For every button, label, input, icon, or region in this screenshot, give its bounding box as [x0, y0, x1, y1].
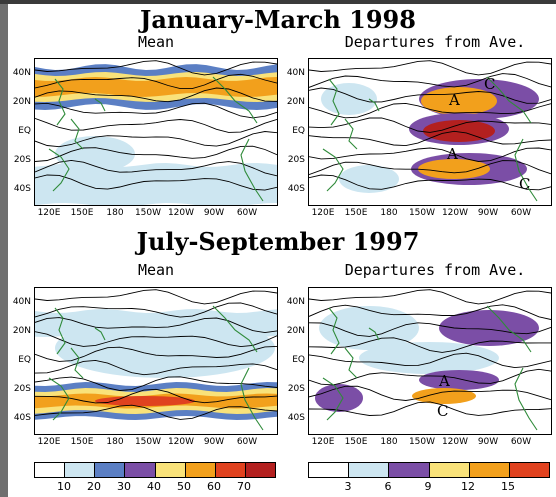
colorbar-mean-tick: 10: [57, 480, 71, 493]
circulation-label-m1-0: A: [449, 91, 460, 109]
streamline-m3-0: [309, 290, 551, 304]
lat-label: EQ: [292, 126, 305, 136]
colorbar-mean-swatch: [35, 463, 65, 477]
lon-label: 120W: [441, 208, 469, 218]
colorbar-mean-tick: 40: [147, 480, 161, 493]
colorbar-departures-swatch: [309, 463, 349, 477]
blob-south-c70: [95, 396, 195, 406]
lat-label: 40N: [12, 68, 31, 78]
lat-label: 20N: [286, 97, 305, 107]
circulation-label-m1-1: C: [484, 75, 496, 93]
dep97-eq-c20: [359, 342, 499, 374]
colorbar-departures-tick: 12: [461, 480, 475, 493]
lon-label: 90W: [203, 208, 225, 218]
colorbar-mean-tick: 30: [117, 480, 131, 493]
colorbar-mean-tick: 20: [87, 480, 101, 493]
colorbar-mean-swatch: [125, 463, 155, 477]
circulation-label-m3-1: C: [437, 402, 449, 420]
colorbar-departures-tick: 3: [344, 480, 352, 493]
lon-label: 120E: [37, 437, 61, 447]
lon-label: 120W: [441, 437, 469, 447]
map-departures-1998: [308, 58, 552, 206]
circulation-label-m1-3: C: [519, 175, 531, 193]
colorbar-departures-swatch: [430, 463, 470, 477]
lon-label: 150W: [408, 208, 436, 218]
circulation-label-m3-0: A: [439, 372, 450, 390]
section-title-1997: July-September 1997: [136, 227, 420, 256]
lon-label: 120E: [37, 208, 61, 218]
lon-label: 120W: [167, 208, 195, 218]
lat-label: 20N: [12, 326, 31, 336]
lon-label: 120E: [311, 437, 335, 447]
lon-label: 150W: [134, 208, 162, 218]
colorbar-departures-tick: 6: [384, 480, 392, 493]
colorbar-mean-swatch: [246, 463, 275, 477]
lon-label: 90W: [477, 437, 499, 447]
coast-m3-4: [515, 368, 537, 430]
lat-label: 20S: [13, 384, 31, 394]
lon-label: 180: [106, 208, 124, 218]
lon-label: 180: [106, 437, 124, 447]
colorbar-departures-swatch: [349, 463, 389, 477]
window-edge-top: [0, 0, 556, 4]
lat-label: 20N: [12, 97, 31, 107]
lon-label: 150E: [344, 208, 368, 218]
colorbar-mean-swatch: [156, 463, 186, 477]
dep97-s-c40: [419, 370, 499, 390]
streamline-m0-5: [35, 132, 277, 147]
panel-title-departures-1998: Departures from Ave.: [344, 33, 526, 51]
circulation-label-m1-2: A: [447, 145, 458, 163]
lon-label: 180: [380, 437, 398, 447]
lon-label: 120W: [167, 437, 195, 447]
colorbar-departures-swatch: [510, 463, 549, 477]
lon-label: 150E: [70, 208, 94, 218]
lat-label: EQ: [18, 126, 31, 136]
coast-m1-2: [323, 149, 343, 191]
colorbar-mean-swatch: [186, 463, 216, 477]
lon-label: 150E: [70, 437, 94, 447]
streamline-m0-4: [35, 118, 277, 132]
lon-label: 180: [380, 208, 398, 218]
lat-label: 40N: [12, 297, 31, 307]
lon-label: 90W: [477, 208, 499, 218]
lon-label: 60W: [510, 208, 532, 218]
lon-label: 90W: [203, 437, 225, 447]
colorbar-departures-swatch: [470, 463, 510, 477]
lon-label: 150W: [134, 437, 162, 447]
streamline-m2-0: [35, 290, 277, 304]
lon-label: 150E: [344, 437, 368, 447]
colorbar-departures-swatch: [389, 463, 429, 477]
map-mean-1998: [34, 58, 278, 206]
colorbar-mean-swatch: [216, 463, 246, 477]
colorbar-departures-tick: 9: [424, 480, 432, 493]
lon-label: 60W: [510, 437, 532, 447]
colorbar-mean: [34, 462, 276, 478]
lat-label: 40S: [13, 413, 31, 423]
lat-label: 40N: [286, 68, 305, 78]
coast-m3-1: [345, 348, 357, 378]
lat-label: 20N: [286, 326, 305, 336]
lat-label: EQ: [18, 355, 31, 365]
colorbar-mean-tick: 50: [177, 480, 191, 493]
coast-m1-1: [345, 119, 357, 149]
panel-title-mean-1997: Mean: [137, 261, 175, 279]
lat-label: 40S: [13, 184, 31, 194]
lon-label: 60W: [236, 437, 258, 447]
dep-w-c20: [321, 83, 377, 115]
lat-label: 20S: [287, 155, 305, 165]
lat-label: 40N: [286, 297, 305, 307]
colorbar-mean-tick: 70: [237, 480, 251, 493]
lat-label: 20S: [287, 384, 305, 394]
lon-label: 150W: [408, 437, 436, 447]
panel-title-departures-1997: Departures from Ave.: [344, 261, 526, 279]
streamline-m1-0: [309, 61, 551, 75]
colorbar-mean-swatch: [95, 463, 125, 477]
dep-eq-c80: [423, 120, 495, 142]
lat-label: 40S: [287, 184, 305, 194]
lon-label: 60W: [236, 208, 258, 218]
colorbar-mean-swatch: [65, 463, 95, 477]
colorbar-departures: [308, 462, 550, 478]
map-mean-1997: [34, 287, 278, 435]
colorbar-mean-tick: 60: [207, 480, 221, 493]
map-departures-1997: [308, 287, 552, 435]
lat-label: 40S: [287, 413, 305, 423]
lon-label: 120E: [311, 208, 335, 218]
panel-title-mean-1998: Mean: [137, 33, 175, 51]
lat-label: EQ: [292, 355, 305, 365]
colorbar-departures-tick: 15: [501, 480, 515, 493]
section-title-1998: January-March 1998: [140, 5, 416, 34]
lat-label: 20S: [13, 155, 31, 165]
